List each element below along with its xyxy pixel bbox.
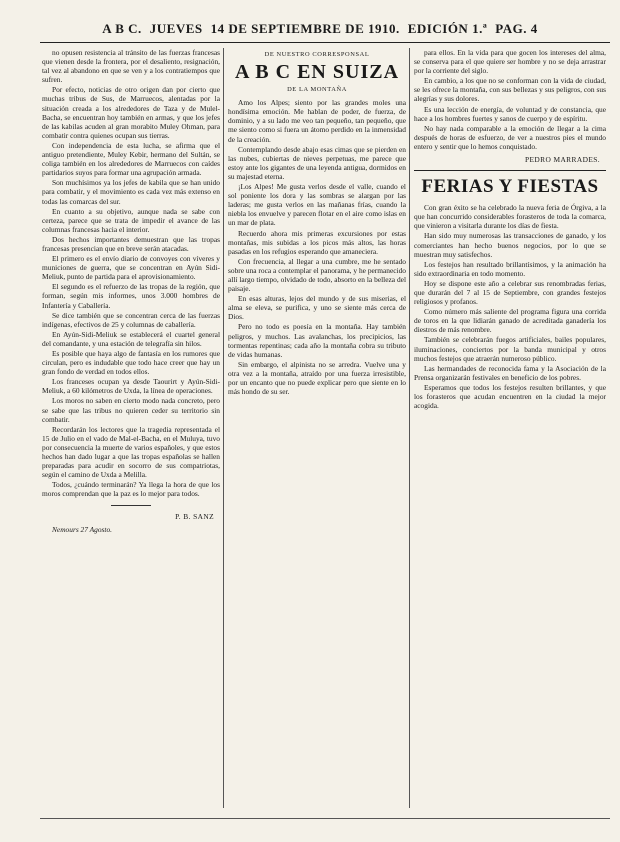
paragraph: Recordarán los lectores que la tragedia representada el 15 de Julio en el vado de Mal-el-Bacha, en el Muluya, tuvo por consecuencia la muerte de varios españoles, y que estos hechos han dado lugar a que las tropas españolas se hallen preparadas para acudir en socorro de sus compatriotas, según el camino de Uxda a Melilla. — [42, 424, 220, 480]
column-divider — [223, 48, 224, 808]
paragraph: Se dice también que se concentran cerca de las fuerzas indígenas, efectivos de 25 y columnas de caballería. — [42, 310, 220, 329]
article-subhead: DE LA MONTAÑA — [287, 86, 347, 94]
paragraph: Hoy se dispone este año a celebrar sus renombradas ferias, que durarán del 7 al 15 de Septiembre, con grandes festejos religiosos y profanos. — [414, 278, 606, 307]
paragraph: ¡Los Alpes! Me gusta verlos desde el valle, cuando el sol poniente los dora y las sombras se alargan por las laderas; me gusta verlos en las mañanas frías, cuando la niebla los envuelve y parecen flotar en el aire como islas en un mar de plata. — [228, 182, 406, 228]
article-signature: P. B. SANZ — [175, 511, 214, 521]
paragraph: Contemplando desde abajo esas cimas que se pierden en las nubes, cubiertas de nieves perpetuas, me parece que estoy ante los gigantes de una leyenda antigua, dormidos en su majestad eterna. — [228, 144, 406, 181]
paragraph: Los franceses ocupan ya desde Taourirt y Ayún-Sidi-Meliuk, a 60 kilómetros de Uxda, la línea de operaciones. — [42, 377, 220, 396]
paragraph: Recuerdo ahora mis primeras excursiones por estas montañas, mis subidas a los picos más altos, las horas pasadas en los refugios esperando que amaneciera. — [228, 228, 406, 256]
paragraph: Sin embargo, el alpinista no se arredra. Vuelve una y otra vez a la montaña, atraído por una fuerza irresistible, por un encanto que no puede explicar pero que siente en lo más hondo de su ser. — [228, 359, 406, 397]
paragraph: Esperamos que todos los festejos resulten brillantes, y que los forasteros que acudan encuentren en la ciudad la mejor acogida. — [414, 382, 606, 411]
article-headline: A B C EN SUIZA — [234, 61, 400, 84]
paragraph: En cuanto a su objetivo, aunque nada se sabe con certeza, parece que se trata de impedir el avance de las columnas francesas hacia el interior. — [42, 206, 220, 234]
paragraph: Con gran éxito se ha celebrado la nueva feria de Órgiva, a la que han concurrido considerables forasteros de toda la comarca, que vinieron a visitarla durante los días de fiesta. — [414, 203, 606, 231]
paragraph: También se celebrarán fuegos artificiales, bailes populares, iluminaciones, conciertos por la banda municipal y otros muchos festejos que atraerán numeroso público. — [414, 335, 606, 363]
paragraph: Amo los Alpes; siento por las grandes moles una hondísima emoción. Me hablan de poder, de fuerza, de dominio, y a su lado me veo tan pequeño, tan pequeño, que me siento como si fuera un átomo perdido en la inmensidad de la creación. — [228, 98, 406, 144]
paragraph: En Ayún-Sidi-Meliuk se establecerá el cuartel general del comandante, y una estación de telegrafía sin hilos. — [42, 329, 220, 348]
masthead-title: A B C. — [102, 21, 142, 36]
masthead-date: 14 DE SEPTIEMBRE DE 1910. — [210, 21, 400, 36]
column-morocco-report — [42, 48, 220, 808]
paragraph: Las hermandades de reconocida fama y la Asociación de la Prensa organizarán festivales en beneficio de los pobres. — [414, 363, 606, 382]
paragraph: no opusen resistencia al tránsito de las fuerzas francesas que vienen desde la frontera, por el desaliento, resignación, tal vez al abandono en que se ven y a los contratiempos que sufren. — [42, 48, 220, 85]
paragraph: Dos hechos importantes demuestran que las tropas francesas presencian que en breve serán atacadas. — [42, 234, 220, 253]
column-divider — [409, 48, 410, 808]
ferias-body — [414, 203, 606, 410]
masthead-edition: EDICIÓN 1.ª — [407, 21, 488, 36]
article-body — [414, 48, 606, 151]
paragraph: Con frecuencia, al llegar a una cumbre, me he sentado sobre una roca a contemplar el panorama, y he permanecido allí largo tiempo, olvidado de todo, absorto en la belleza del paisaje. — [228, 256, 406, 294]
paragraph: En esas alturas, lejos del mundo y de sus miserias, el alma se eleva, se purifica, y uno se siente más cerca de Dios. — [228, 294, 406, 322]
masthead-page: PAG. 4 — [495, 21, 538, 36]
paragraph: para ellos. En la vida para que gocen los intereses del alma, se conserva para el que quiere ser hombre y no se deja arrastrar por la corriente del siglo. — [414, 48, 606, 76]
paragraph: Los moros no saben en cierto modo nada concreto, pero se sabe que las tribus no quieren ceder su territorio sin combatir. — [42, 396, 220, 424]
masthead-day: JUEVES — [149, 21, 203, 36]
paragraph: Por efecto, noticias de otro origen dan por cierto que muchas tribus de Sus, de Marruecos, alentadas por la situación creada a los alrededores de Taza y de Mulel-Bacha, se encuentran hoy también en armas, y que los jefes de las kabilas acuden al gran morabito Muley Ohman, para combatir contra quienes ocupan sus tierras. — [42, 85, 220, 140]
page-bottom-rule — [40, 818, 610, 819]
article-signature: PEDRO MARRADES. — [525, 155, 600, 165]
paragraph: Es posible que haya algo de fantasía en los rumores que circulan, pero es indudable que todo hace creer que hay un gran fondo de verdad en todos ellos. — [42, 349, 220, 377]
paragraph: El segundo es el refuerzo de las tropas de la región, que forman, según mis informes, unos 3.000 hombres de Infantería y Caballería. — [42, 282, 220, 310]
paragraph: Han sido muy numerosas las transacciones de ganado, y los comerciantes han hecho buenos negocios, por lo que se muestran muy satisfechos. — [414, 231, 606, 259]
paragraph: Como número más saliente del programa figura una corrida de toros en la que lidiarán ganado de acreditada ganadería los diestros de más renombre. — [414, 307, 606, 335]
paragraph: Todos, ¿cuándo terminarán? Ya llega la hora de que los moros comprendan que la paz es lo mejor para todos. — [42, 480, 220, 499]
masthead — [40, 20, 600, 38]
masthead-rule — [40, 42, 610, 43]
paragraph: Son muchísimos ya los jefes de kabila que se han unido para combatir, y el movimiento es cada vez más extenso en todas las comarcas del sur. — [42, 178, 220, 206]
ferias-headline: FERIAS Y FIESTAS — [414, 170, 606, 199]
paragraph: El primero es el envío diario de convoyes con víveres y municiones de guerra, que se concentran en Ayún Sidi-Meliuk, punto de partida para el aprovisionamiento. — [42, 254, 220, 282]
paragraph: En cambio, a los que no se conforman con la vida de ciudad, se les ofrece la montaña, con sus bellezas y sus peligros, con sus alegrías y sus dolores. — [414, 76, 606, 104]
paragraph: Pero no todo es poesía en la montaña. Hay también peligros, y muchos. Las avalanchas, los precipicios, las tormentas repentinas; cada año la montaña cobra su tributo de vidas humanas. — [228, 322, 406, 359]
column-ferias — [414, 48, 606, 808]
paragraph: Con independencia de esta lucha, se afirma que el antiguo pretendiente, Muley Kebir, hermano del Sultán, se coliga también en los alrededores de Marruecos con caídes partidarios suyos para formar una agrupación armada. — [42, 140, 220, 178]
article-body — [42, 48, 220, 499]
paragraph: No hay nada comparable a la emoción de llegar a la cima después de horas de esfuerzo, de ver a nuestros pies el mundo entero y sentir que lo hemos conquistado. — [414, 123, 606, 151]
column-suiza-article — [228, 48, 406, 808]
paragraph: Los festejos han resultado brillantísimos, y la animación ha sido extraordinaria en todo momento. — [414, 259, 606, 278]
article-body — [228, 98, 406, 396]
article-kicker: DE NUESTRO CORRESPONSAL — [264, 51, 370, 58]
article-dateline: Nemours 27 Agosto. — [52, 524, 113, 534]
section-divider — [111, 505, 151, 506]
paragraph: Es una lección de energía, de voluntad y de constancia, que hace a los hombres fuertes y sanos de cuerpo y de espíritu. — [414, 104, 606, 123]
